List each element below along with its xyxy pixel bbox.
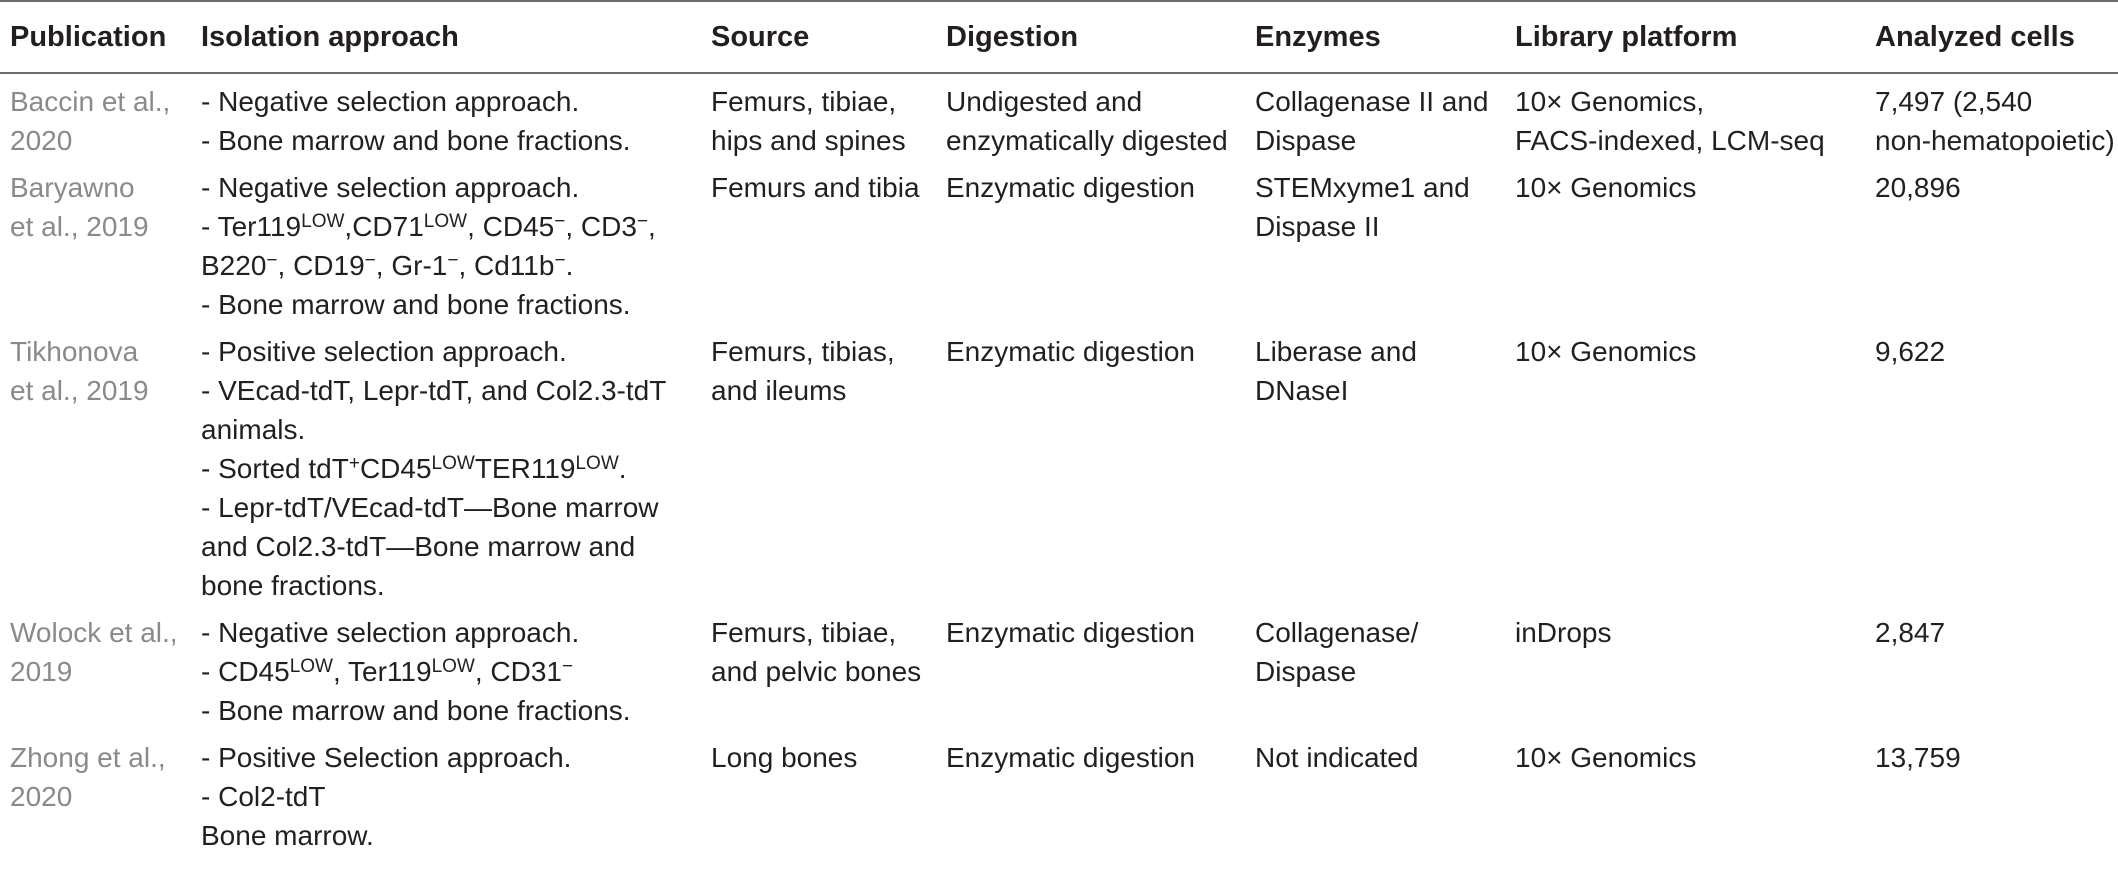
cell-line: Enzymatic digestion: [946, 172, 1196, 203]
cell-line: Tikhonova: [10, 336, 139, 367]
cell-digestion: [936, 324, 1245, 605]
cell-line: - Bone marrow and bone fractions.: [201, 695, 631, 726]
superscript: +: [348, 453, 360, 474]
cell-line: 2020: [10, 781, 73, 812]
cell-library-platform: [1505, 730, 1865, 855]
cell-line: Baryawno: [10, 172, 135, 203]
cell-line: [201, 652, 697, 691]
cell-publication: [0, 324, 191, 605]
column-header-analyzed-cells: Analyzed cells: [1875, 20, 2075, 53]
cell-source: [701, 605, 936, 730]
cell-line: 10× Genomics: [1515, 336, 1697, 367]
cell-isolation: [191, 605, 701, 730]
cell-line: and ileums: [711, 375, 847, 406]
cell-source: [701, 73, 936, 160]
cell-line: - Col2-tdT: [201, 781, 326, 812]
column-header-library-platform: Library platform: [1515, 20, 1738, 53]
cell-line: Enzymatic digestion: [946, 336, 1196, 367]
cell-line: 7,497 (2,540: [1875, 86, 2033, 117]
cell-line: 2019: [10, 656, 73, 687]
cell-library-platform: [1505, 160, 1865, 324]
text-run: , Cd11b: [458, 250, 555, 281]
cell-line: Collagenase/: [1255, 617, 1419, 648]
table-row: [0, 605, 2118, 730]
cell-line: Dispase: [1255, 125, 1357, 156]
cell-line: Baccin et al.,: [10, 86, 171, 117]
cell-analyzed-cells: [1865, 324, 2118, 605]
cell-line: - Bone marrow and bone fractions.: [201, 125, 631, 156]
cell-line: Wolock et al.,: [10, 617, 178, 648]
cell-line: - Negative selection approach.: [201, 617, 580, 648]
cell-line: inDrops: [1515, 617, 1612, 648]
text-run: - CD45: [201, 656, 290, 687]
text-run: ,CD71: [344, 211, 424, 242]
cell-line: 9,622: [1875, 336, 1946, 367]
table-row: [0, 324, 2118, 605]
cell-line: Long bones: [711, 742, 858, 773]
text-run: ,: [648, 211, 656, 242]
cell-line: Femurs, tibiae,: [711, 617, 897, 648]
cell-publication: [0, 73, 191, 160]
text-run: , CD19: [277, 250, 365, 281]
cell-enzymes: [1245, 324, 1505, 605]
cell-line: bone fractions.: [201, 570, 385, 601]
text-run: , CD45: [467, 211, 555, 242]
cell-isolation: [191, 324, 701, 605]
text-run: .: [565, 250, 574, 281]
column-header-digestion: Digestion: [946, 20, 1079, 53]
cell-enzymes: [1245, 73, 1505, 160]
superscript: −: [554, 250, 566, 271]
cell-source: [701, 324, 936, 605]
cell-source: [701, 730, 936, 855]
cell-line: Zhong et al.,: [10, 742, 166, 773]
cell-line: - Negative selection approach.: [201, 86, 580, 117]
table-header: [0, 1, 2118, 73]
cell-isolation: [191, 730, 701, 855]
cell-library-platform: [1505, 324, 1865, 605]
cell-line: - Bone marrow and bone fractions.: [201, 289, 631, 320]
cell-digestion: [936, 730, 1245, 855]
text-run: - Sorted tdT: [201, 453, 349, 484]
text-run: CD45: [359, 453, 432, 484]
superscript: −: [636, 211, 649, 232]
cell-analyzed-cells: [1865, 605, 2118, 730]
superscript: −: [562, 656, 574, 677]
cell-publication: [0, 730, 191, 855]
cell-enzymes: [1245, 160, 1505, 324]
cell-line: Femurs, tibiae,: [711, 86, 897, 117]
cell-isolation: [191, 73, 701, 160]
table-row: [0, 160, 2118, 324]
text-run: , CD3: [565, 211, 637, 242]
cell-line: Undigested and: [946, 86, 1143, 117]
text-run: , CD31: [474, 656, 563, 687]
cell-digestion: [936, 160, 1245, 324]
superscript: −: [266, 250, 278, 271]
cell-line: Liberase and: [1255, 336, 1417, 367]
cell-line: STEMxyme1 and: [1255, 172, 1470, 203]
cell-line: Femurs, tibias,: [711, 336, 895, 367]
cell-line: hips and spines: [711, 125, 906, 156]
cell-line: Collagenase II and: [1255, 86, 1489, 117]
text-run: , Gr-1: [375, 250, 448, 281]
column-header-isolation-approach: Isolation approach: [201, 20, 459, 53]
cell-enzymes: [1245, 605, 1505, 730]
cell-line: animals.: [201, 414, 306, 445]
cell-line: 2,847: [1875, 617, 1946, 648]
superscript: LOW: [289, 656, 333, 677]
cell-line: 10× Genomics: [1515, 742, 1697, 773]
cell-line: 13,759: [1875, 742, 1961, 773]
superscript: LOW: [575, 453, 619, 474]
cell-line: DNaseI: [1255, 375, 1349, 406]
cell-line: [201, 449, 697, 488]
cell-line: - VEcad-tdT, Lepr-tdT, and Col2.3-tdT: [201, 375, 667, 406]
cell-line: - Positive selection approach.: [201, 336, 567, 367]
cell-line: 2020: [10, 125, 73, 156]
cell-line: [201, 246, 697, 285]
superscript: −: [364, 250, 376, 271]
cell-line: - Lepr-tdT/VEcad-tdT—Bone marrow: [201, 492, 659, 523]
superscript: LOW: [301, 211, 345, 232]
superscript: LOW: [431, 656, 475, 677]
text-run: TER119: [474, 453, 576, 484]
superscript: −: [447, 250, 459, 271]
cell-analyzed-cells: [1865, 160, 2118, 324]
cell-line: Femurs and tibia: [711, 172, 920, 203]
cell-analyzed-cells: [1865, 730, 2118, 855]
cell-line: Enzymatic digestion: [946, 742, 1196, 773]
table-row: [0, 730, 2118, 855]
column-header-source: Source: [711, 20, 810, 53]
cell-library-platform: [1505, 73, 1865, 160]
text-run: , Ter119: [332, 656, 432, 687]
text-run: B220: [201, 250, 267, 281]
text-run: - Ter119: [201, 211, 302, 242]
cell-line: 10× Genomics,: [1515, 86, 1705, 117]
cell-publication: [0, 605, 191, 730]
cell-enzymes: [1245, 730, 1505, 855]
cell-line: Enzymatic digestion: [946, 617, 1196, 648]
cell-line: 10× Genomics: [1515, 172, 1697, 203]
cell-line: enzymatically digested: [946, 125, 1228, 156]
cell-line: non-hematopoietic): [1875, 125, 2115, 156]
superscript: LOW: [431, 453, 475, 474]
cell-line: [201, 207, 697, 246]
cell-analyzed-cells: [1865, 73, 2118, 160]
cell-line: and Col2.3-tdT—Bone marrow and: [201, 531, 636, 562]
cell-line: Bone marrow.: [201, 820, 374, 851]
cell-line: Dispase: [1255, 656, 1357, 687]
cell-isolation: [191, 160, 701, 324]
cell-line: Dispase II: [1255, 211, 1380, 242]
cell-line: and pelvic bones: [711, 656, 922, 687]
superscript: −: [554, 211, 566, 232]
cell-digestion: [936, 73, 1245, 160]
cell-publication: [0, 160, 191, 324]
cell-library-platform: [1505, 605, 1865, 730]
cell-digestion: [936, 605, 1245, 730]
cell-line: et al., 2019: [10, 211, 149, 242]
cell-source: [701, 160, 936, 324]
cell-line: - Negative selection approach.: [201, 172, 580, 203]
cell-line: Not indicated: [1255, 742, 1419, 773]
column-header-publication: Publication: [10, 20, 167, 53]
cell-line: FACS-indexed, LCM-seq: [1515, 125, 1825, 156]
superscript: LOW: [423, 211, 468, 232]
header-row: [0, 1, 2118, 73]
cell-line: 20,896: [1875, 172, 1961, 203]
table-row: [0, 73, 2118, 160]
text-run: .: [618, 453, 627, 484]
cell-line: - Positive Selection approach.: [201, 742, 572, 773]
cell-line: et al., 2019: [10, 375, 149, 406]
column-header-enzymes: Enzymes: [1255, 20, 1381, 53]
table-body: [0, 73, 2118, 855]
